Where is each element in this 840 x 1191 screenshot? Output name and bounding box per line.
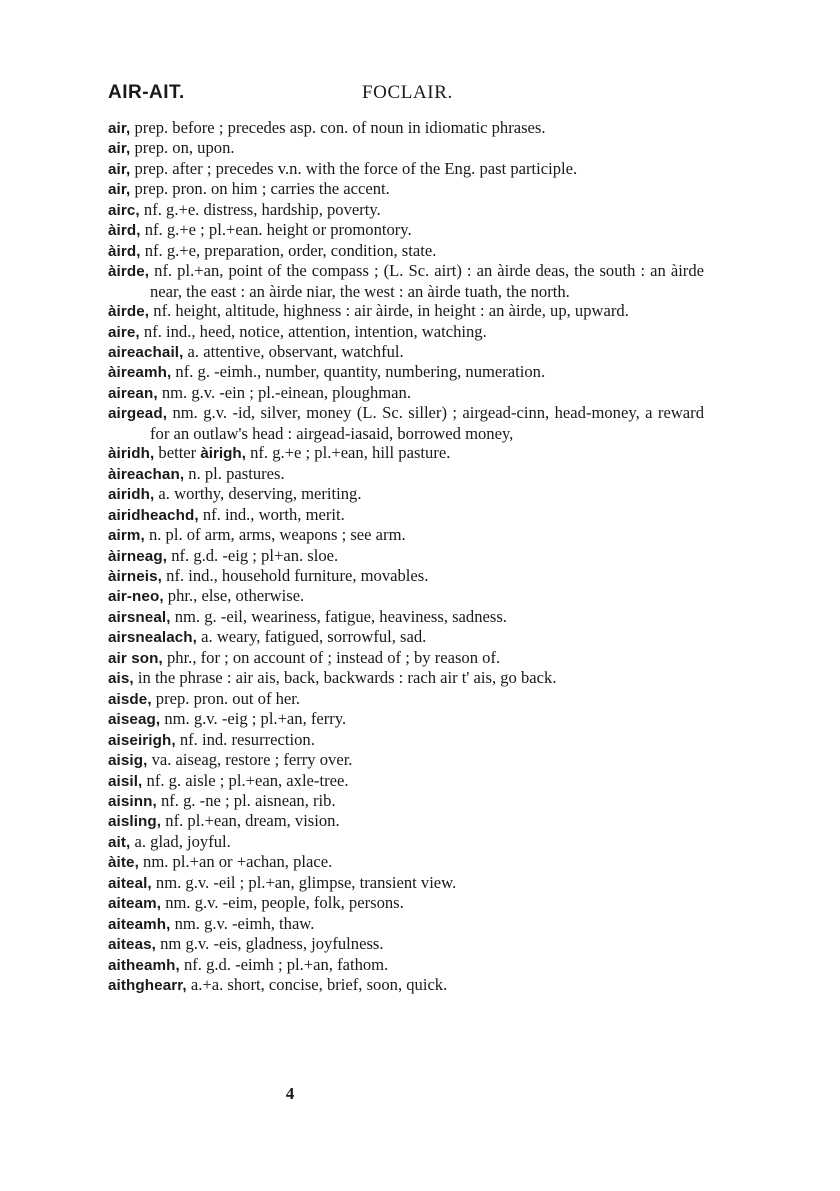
entry-headword: ais, [108, 670, 134, 688]
dictionary-entry [108, 709, 704, 729]
entry-definition: nm. g.v. -ein ; pl.-einean, ploughman. [157, 382, 411, 402]
entry-headword: air, [108, 140, 131, 158]
entry-definition: prep. pron. on him ; carries the accent. [130, 179, 390, 199]
dictionary-entry [108, 893, 704, 913]
entry-definition: nm. g.v. -id, silver, money (L. Sc. siller) ; airgead-cinn, head-money, a reward for an outlaw's head : airgead-iasaid, borrowed money, [150, 403, 704, 443]
entry-definition: nm. g.v. -eimh, thaw. [170, 913, 315, 933]
entry-definition: nm. g.v. -eig ; pl.+an, ferry. [160, 709, 347, 729]
dictionary-entry [108, 811, 704, 831]
running-head-title: FOCLAIR. [362, 82, 453, 103]
entry-headword: airidh, [108, 486, 155, 504]
entry-definition: a. glad, joyful. [130, 831, 231, 851]
dictionary-entry [108, 525, 704, 545]
entry-headword: aireachail, [108, 343, 184, 361]
entry-definition: a. worthy, deserving, meriting. [154, 484, 362, 504]
dictionary-entry [108, 443, 704, 463]
dictionary-entry [108, 730, 704, 750]
entry-definition: nf. g.+e ; pl.+ean. height or promontory. [140, 220, 412, 240]
entry-definition: nf. g. -eimh., number, quantity, numbering, numeration. [171, 362, 546, 382]
dictionary-entry [108, 138, 704, 158]
dictionary-entry [108, 648, 704, 668]
dictionary-entry [108, 241, 704, 261]
entry-headword: aisling, [108, 813, 162, 831]
dictionary-entry [108, 771, 704, 791]
dictionary-entry [108, 934, 704, 954]
dictionary-entry [108, 852, 704, 872]
entry-definition: n. pl. pastures. [184, 463, 285, 483]
entry-definition: nf. g.d. -eimh ; pl.+an, fathom. [179, 954, 389, 974]
entry-definition: in the phrase : air ais, back, backwards : rach air t' ais, go back. [133, 668, 557, 688]
entry-headword: airsnealach, [108, 629, 198, 647]
entry-headword: àirneis, [108, 567, 162, 585]
dictionary-entry [108, 403, 704, 443]
entry-headword: àite, [108, 854, 139, 872]
dictionary-entry [108, 791, 704, 811]
entry-headword: aisig, [108, 752, 148, 770]
entry-definition: n. pl. of arm, arms, weapons ; see arm. [144, 525, 406, 545]
dictionary-entry [108, 689, 704, 709]
entry-definition: a. weary, fatigued, sorrowful, sad. [197, 627, 427, 647]
dictionary-entry [108, 261, 704, 301]
entry-headword: airidheachd, [108, 506, 199, 524]
entry-headword: air, [108, 120, 131, 137]
dictionary-entry [108, 914, 704, 934]
entry-definition: prep. pron. out of her. [151, 688, 301, 708]
entry-definition: nf. g.+e, preparation, order, condition, state. [140, 240, 437, 260]
dictionary-entry [108, 159, 704, 179]
running-head-range: AIR-AIT. [108, 82, 185, 103]
entry-definition: nf. g. -ne ; pl. aisnean, rib. [156, 790, 336, 810]
entry-definition: a.+a. short, concise, brief, soon, quick. [186, 975, 448, 995]
dictionary-entry [108, 832, 704, 852]
entry-headword: aire, [108, 323, 140, 341]
page-number: 4 [285, 1084, 295, 1103]
entry-definition: phr., for ; on account of ; instead of ; by reason of. [162, 647, 501, 667]
entry-definition: nm. g. -eil, weariness, fatigue, heaviness, sadness. [170, 606, 507, 626]
entry-headword: àirde, [108, 303, 150, 321]
dictionary-entry [108, 220, 704, 240]
dictionary-entry [108, 484, 704, 504]
entry-definition: prep. after ; precedes v.n. with the force of the Eng. past participle. [130, 158, 578, 178]
entry-headword: aitheamh, [108, 956, 180, 974]
entry-definition: nf. ind., worth, merit. [198, 504, 345, 524]
dictionary-entry [108, 342, 704, 362]
entry-headword: aiteamh, [108, 915, 171, 933]
dictionary-entry [108, 505, 704, 525]
entry-definition: nf. g.+e ; pl.+ean, hill pasture. [245, 443, 451, 463]
entry-definition: nf. ind., heed, notice, attention, intention, watching. [139, 321, 487, 341]
entry-headword: àirde, [108, 263, 150, 281]
entry-headword: airc, [108, 201, 140, 219]
entry-headword: aisil, [108, 772, 143, 790]
entry-headword: aiseirigh, [108, 731, 176, 749]
entry-headword: aiteas, [108, 936, 156, 954]
entry-definition: phr., else, otherwise. [163, 586, 305, 606]
entry-headword: aithghearr, [108, 977, 187, 995]
entry-definition: nf. g. aisle ; pl.+ean, axle-tree. [142, 770, 349, 790]
entry-definition: va. aiseag, restore ; ferry over. [147, 750, 353, 770]
entry-list [108, 118, 704, 995]
entry-definition: nf. ind. resurrection. [175, 729, 315, 749]
dictionary-entry [108, 546, 704, 566]
entry-headword: air son, [108, 649, 163, 667]
page-header [108, 82, 704, 108]
dictionary-entry [108, 955, 704, 975]
entry-definition: nf. g.+e. distress, hardship, poverty. [139, 199, 381, 219]
entry-headword: àird, [108, 222, 141, 240]
entry-variant-headword: àirigh, [200, 445, 246, 463]
dictionary-entry [108, 873, 704, 893]
entry-headword: aiteam, [108, 895, 162, 913]
entry-headword: air-neo, [108, 588, 164, 606]
dictionary-entry [108, 464, 704, 484]
dictionary-entry [108, 301, 704, 321]
dictionary-entry [108, 668, 704, 688]
entry-headword: airm, [108, 527, 145, 545]
entry-headword: àirneag, [108, 547, 168, 565]
entry-definition: better [154, 443, 201, 463]
entry-headword: aiteal, [108, 874, 152, 892]
dictionary-entry [108, 750, 704, 770]
entry-definition: nf. pl.+ean, dream, vision. [161, 811, 340, 831]
entry-headword: airean, [108, 384, 158, 402]
entry-definition: nf. height, altitude, highness : air àirde, in height : an àirde, up, upward. [149, 301, 629, 321]
entry-headword: airsneal, [108, 608, 171, 626]
dictionary-entry [108, 362, 704, 382]
dictionary-entry [108, 322, 704, 342]
entry-headword: àireamh, [108, 364, 172, 382]
dictionary-page [108, 82, 704, 995]
entry-definition: nm. g.v. -eim, people, folk, persons. [161, 893, 404, 913]
dictionary-entry [108, 566, 704, 586]
dictionary-entry [108, 586, 704, 606]
entry-definition: nf. g.d. -eig ; pl+an. sloe. [167, 545, 339, 565]
entry-definition: a. attentive, observant, watchful. [183, 341, 404, 361]
entry-headword: air, [108, 181, 131, 199]
entry-headword: airgead, [108, 405, 168, 423]
entry-headword: ait, [108, 833, 131, 851]
entry-headword: àiridh, [108, 445, 155, 463]
entry-headword: àird, [108, 242, 141, 260]
dictionary-entry [108, 975, 704, 995]
entry-headword: aisinn, [108, 792, 157, 810]
dictionary-entry [108, 627, 704, 647]
entry-definition: nf. pl.+an, point of the compass ; (L. Sc. airt) : an àirde deas, the south : an àirde near, the east : an àirde niar, the west : an àirde tuath, the north. [149, 261, 704, 301]
dictionary-entry [108, 607, 704, 627]
entry-definition: prep. on, upon. [130, 138, 235, 158]
dictionary-entry [108, 179, 704, 199]
entry-definition: nm. pl.+an or +achan, place. [138, 852, 333, 872]
entry-headword: air, [108, 160, 131, 178]
entry-definition: nm. g.v. -eil ; pl.+an, glimpse, transient view. [151, 872, 457, 892]
entry-definition: prep. before ; precedes asp. con. of noun in idiomatic phrases. [130, 118, 546, 137]
dictionary-entry [108, 383, 704, 403]
dictionary-entry [108, 200, 704, 220]
entry-definition: nf. ind., household furniture, movables. [162, 565, 429, 585]
dictionary-entry [108, 118, 704, 138]
entry-headword: aiseag, [108, 711, 161, 729]
entry-headword: àireachan, [108, 465, 185, 483]
entry-definition: nm g.v. -eis, gladness, joyfulness. [155, 934, 384, 954]
entry-headword: aisde, [108, 690, 152, 708]
